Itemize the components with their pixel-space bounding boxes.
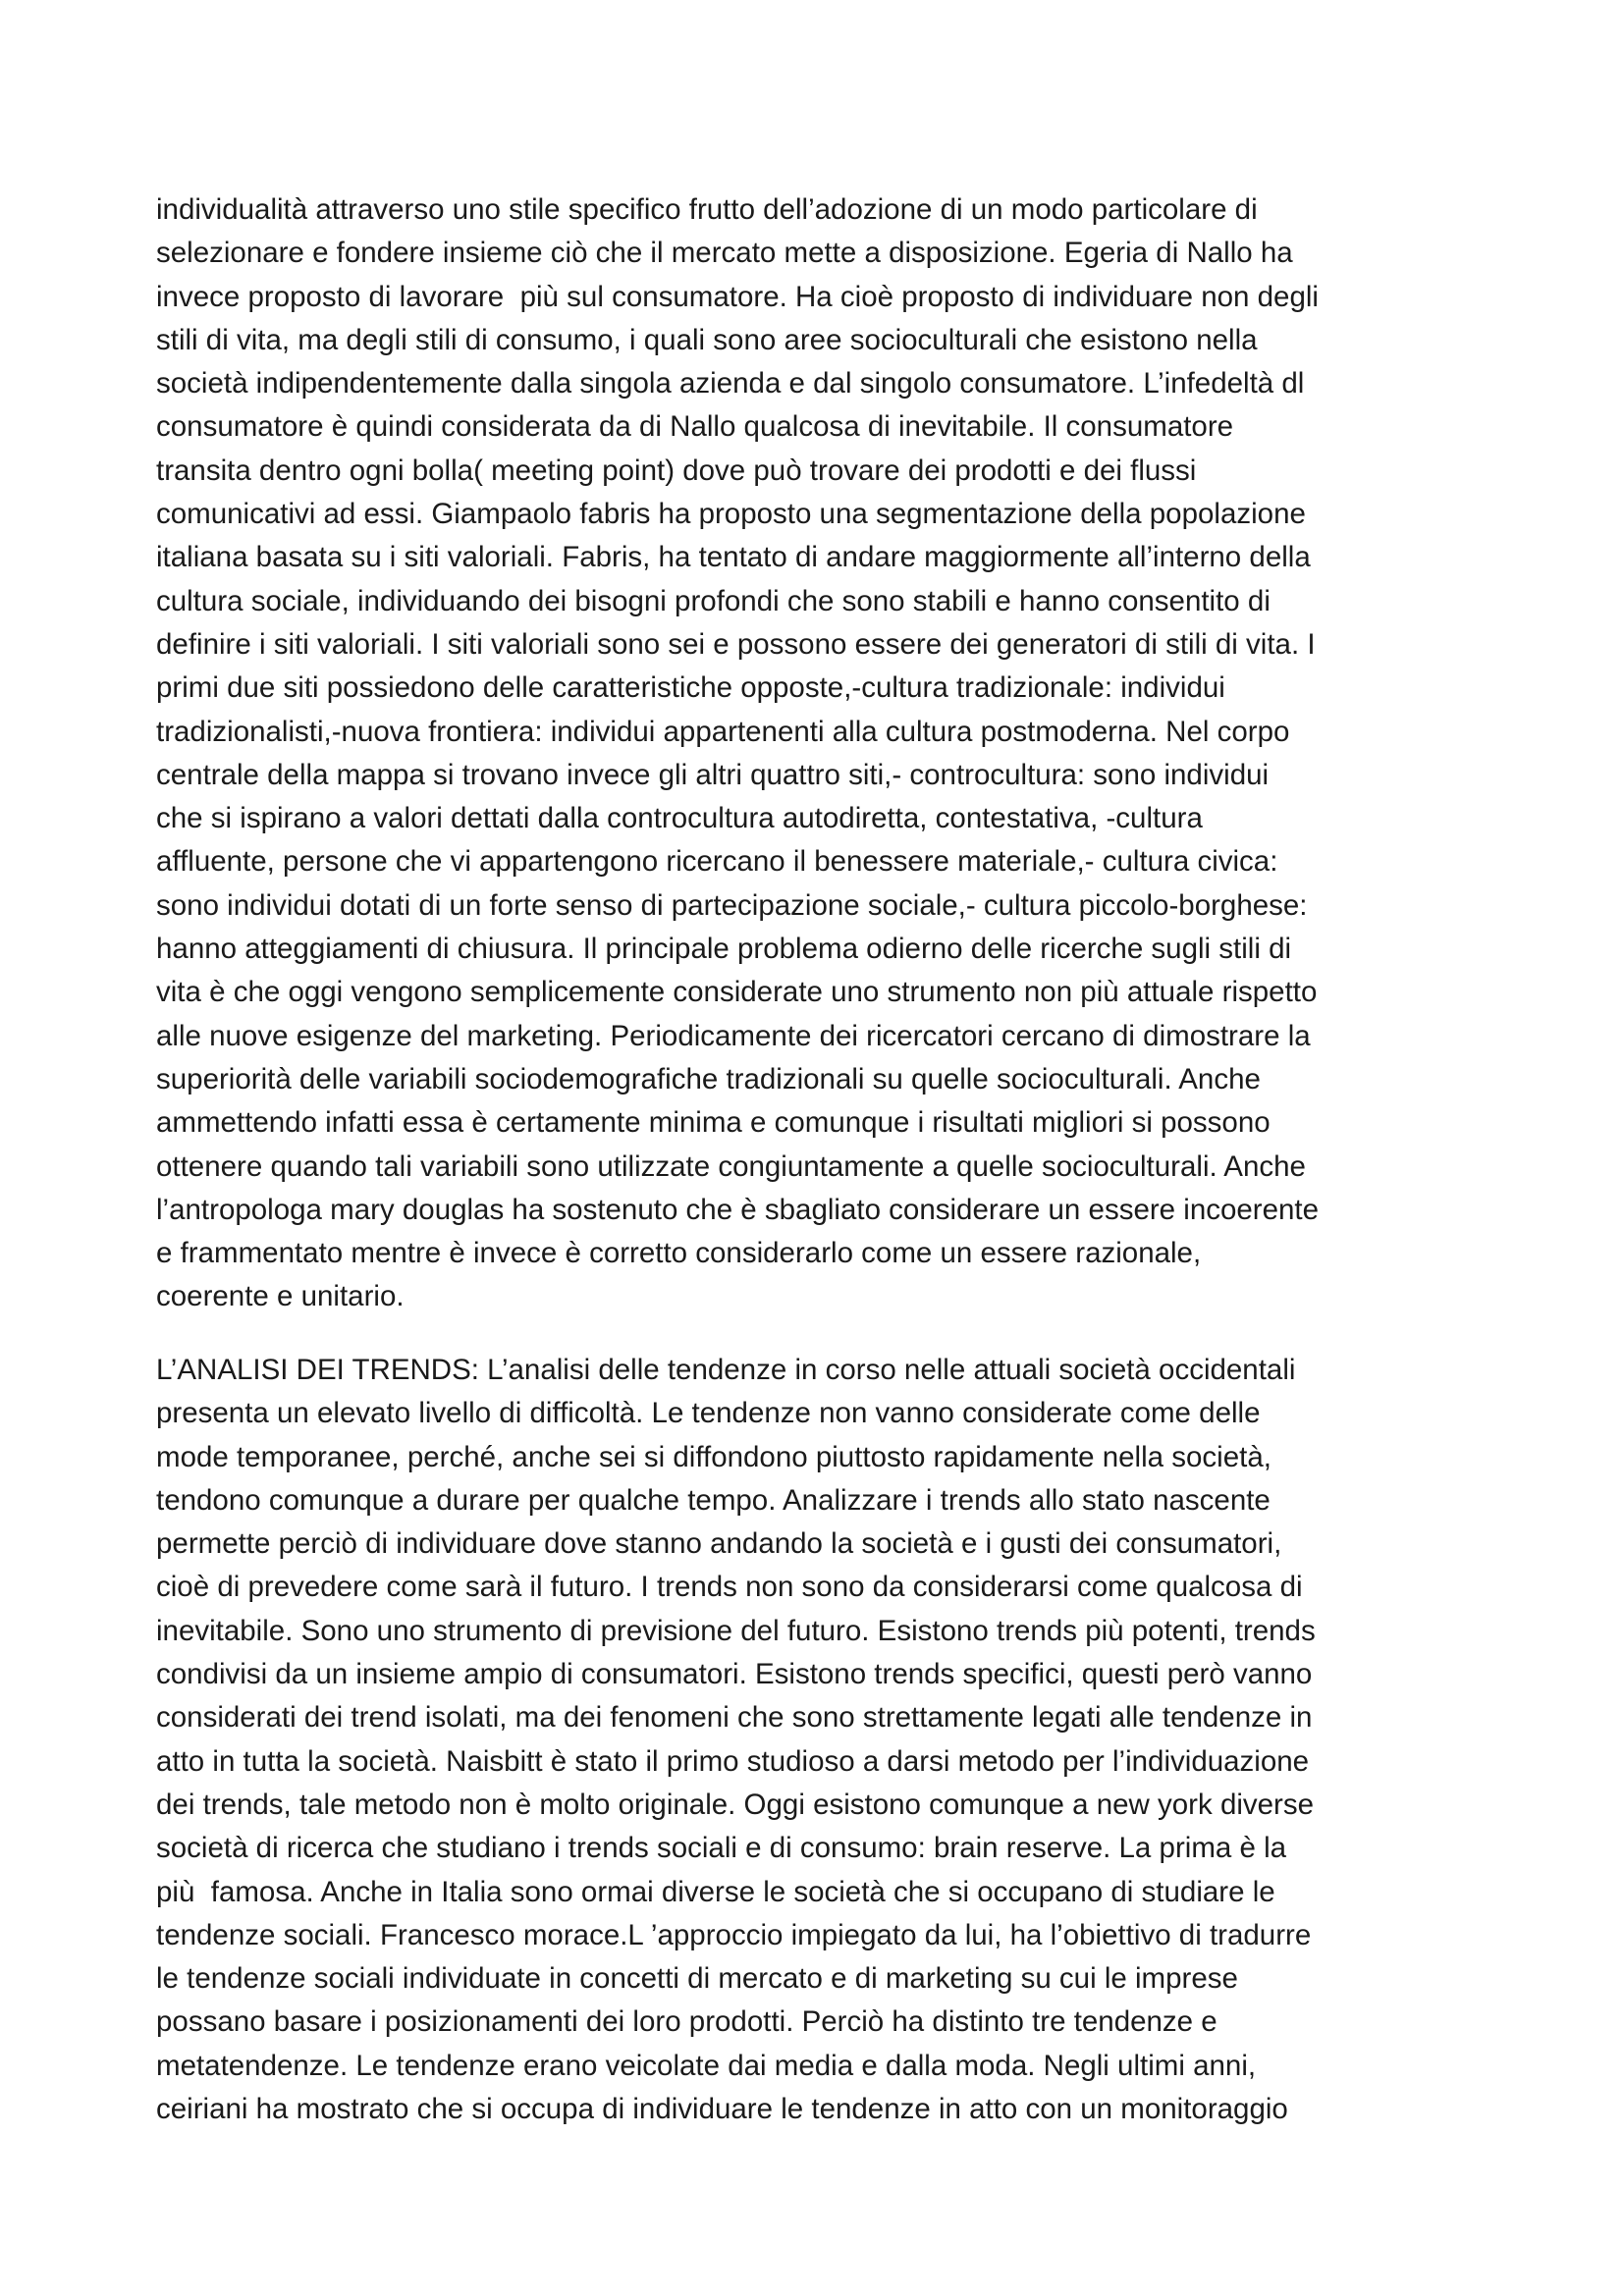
text-line: individualità attraverso uno stile specifico frutto dell’adozione di un modo particolare di — [156, 193, 1258, 226]
text-line: tendenze sociali. Francesco morace.L ’approccio impiegato da lui, ha l’obiettivo di tradurre — [156, 1918, 1312, 1951]
paragraph-analisi-dei-trends — [156, 1349, 1477, 2131]
text-line: italiana basata su i siti valoriali. Fabris, ha tentato di andare maggiormente all’interno della — [156, 541, 1311, 574]
text-line: dei trends, tale metodo non è molto originale. Oggi esistono comunque a new york diverse — [156, 1788, 1315, 1821]
text-line: cioè di prevedere come sarà il futuro. I trends non sono da considerarsi come qualcosa di — [156, 1571, 1303, 1604]
text-line: centrale della mappa si trovano invece gli altri quattro siti,- controcultura: sono individui — [156, 758, 1270, 791]
text-line: ammettendo infatti essa è certamente minima e comunque i risultati migliori si possono — [156, 1106, 1271, 1140]
text-line: presenta un elevato livello di difficoltà. Le tendenze non vanno considerate come delle — [156, 1397, 1261, 1430]
text-line: coerente e unitario. — [156, 1280, 405, 1313]
text-line: mode temporanee, perché, anche sei si diffondono piuttosto rapidamente nella società, — [156, 1440, 1271, 1473]
text-line: cultura sociale, individuando dei bisogni profondi che sono stabili e hanno consentito di — [156, 584, 1271, 617]
text-line: comunicativi ad essi. Giampaolo fabris ha proposto una segmentazione della popolazione — [156, 498, 1306, 531]
text-line: hanno atteggiamenti di chiusura. Il principale problema odierno delle ricerche sugli stili di — [156, 933, 1292, 966]
text-line: transita dentro ogni bolla( meeting point) dove può trovare dei prodotti e dei flussi — [156, 454, 1197, 487]
text-line: ottenere quando tali variabili sono utilizzate congiuntamente a quelle socioculturali. Anche — [156, 1149, 1306, 1183]
text-line: le tendenze sociali individuate in concetti di mercato e di marketing su cui le imprese — [156, 1962, 1238, 1996]
text-line: società indipendentemente dalla singola azienda e dal singolo consumatore. L’infedeltà dl — [156, 367, 1305, 400]
text-line: società di ricerca che studiano i trends sociali e di consumo: brain reserve. La prima è la — [156, 1832, 1287, 1865]
text-line: consumatore è quindi considerata da di Nallo qualcosa di inevitabile. Il consumatore — [156, 410, 1234, 444]
text-line: L’ANALISI DEI TRENDS: L’analisi delle tendenze in corso nelle attuali società occidentali — [156, 1354, 1296, 1386]
text-line: affluente, persone che vi appartengono ricercano il benessere materiale,- cultura civica: — [156, 845, 1278, 879]
text-line: e frammentato mentre è invece è corretto considerarlo come un essere razionale, — [156, 1237, 1202, 1270]
text-line: considerati dei trend isolati, ma dei fenomeni che sono strettamente legati alle tendenze in — [156, 1701, 1313, 1735]
text-line: vita è che oggi vengono semplicemente considerate uno strumento non più attuale rispetto — [156, 976, 1318, 1009]
text-line: invece proposto di lavorare più sul consumatore. Ha cioè proposto di individuare non degli — [156, 280, 1319, 313]
paragraph-stili-di-vita — [156, 188, 1477, 1319]
text-line: più famosa. Anche in Italia sono ormai diverse le società che si occupano di studiare le — [156, 1875, 1275, 1908]
text-line: che si ispirano a valori dettati dalla controcultura autodiretta, contestativa, -cultura — [156, 802, 1203, 835]
text-line: stili di vita, ma degli stili di consumo, i quali sono aree socioculturali che esistono nella — [156, 323, 1258, 356]
text-line: permette perciò di individuare dove stanno andando la società e i gusti dei consumatori, — [156, 1527, 1282, 1561]
text-line: selezionare e fondere insieme ciò che il mercato mette a disposizione. Egeria di Nallo ha — [156, 237, 1293, 270]
text-line: inevitabile. Sono uno strumento di previsione del futuro. Esistono trends più potenti, trends — [156, 1614, 1316, 1647]
text-line: possano basare i posizionamenti dei loro prodotti. Perciò ha distinto tre tendenze e — [156, 2005, 1217, 2039]
text-line: primi due siti possiedono delle caratteristiche opposte,-cultura tradizionale: individui — [156, 671, 1225, 705]
text-line: superiorità delle variabili sociodemografiche tradizionali su quelle socioculturali. Anche — [156, 1062, 1261, 1095]
text-line: definire i siti valoriali. I siti valoriali sono sei e possono essere dei generatori di stili di vita. I — [156, 627, 1316, 661]
text-line: sono individui dotati di un forte senso di partecipazione sociale,- cultura piccolo-borghese: — [156, 888, 1308, 922]
text-line: tendono comunque a durare per qualche tempo. Analizzare i trends allo stato nascente — [156, 1483, 1271, 1517]
text-line: ceiriani ha mostrato che si occupa di individuare le tendenze in atto con un monitoraggio — [156, 2093, 1288, 2126]
text-line: metatendenze. Le tendenze erano veicolate dai media e dalla moda. Negli ultimi anni, — [156, 2049, 1257, 2082]
text-line: tradizionalisti,-nuova frontiera: individui appartenenti alla cultura postmoderna. Nel corpo — [156, 715, 1290, 748]
text-line: alle nuove esigenze del marketing. Periodicamente dei ricercatori cercano di dimostrare la — [156, 1019, 1311, 1052]
text-line: atto in tutta la società. Naisbitt è stato il primo studioso a darsi metodo per l’individuazione — [156, 1744, 1310, 1778]
text-line: l’antropologa mary douglas ha sostenuto che è sbagliato considerare un essere incoerente — [156, 1193, 1320, 1226]
text-line: condivisi da un insieme ampio di consumatori. Esistono trends specifici, questi però vanno — [156, 1658, 1313, 1691]
